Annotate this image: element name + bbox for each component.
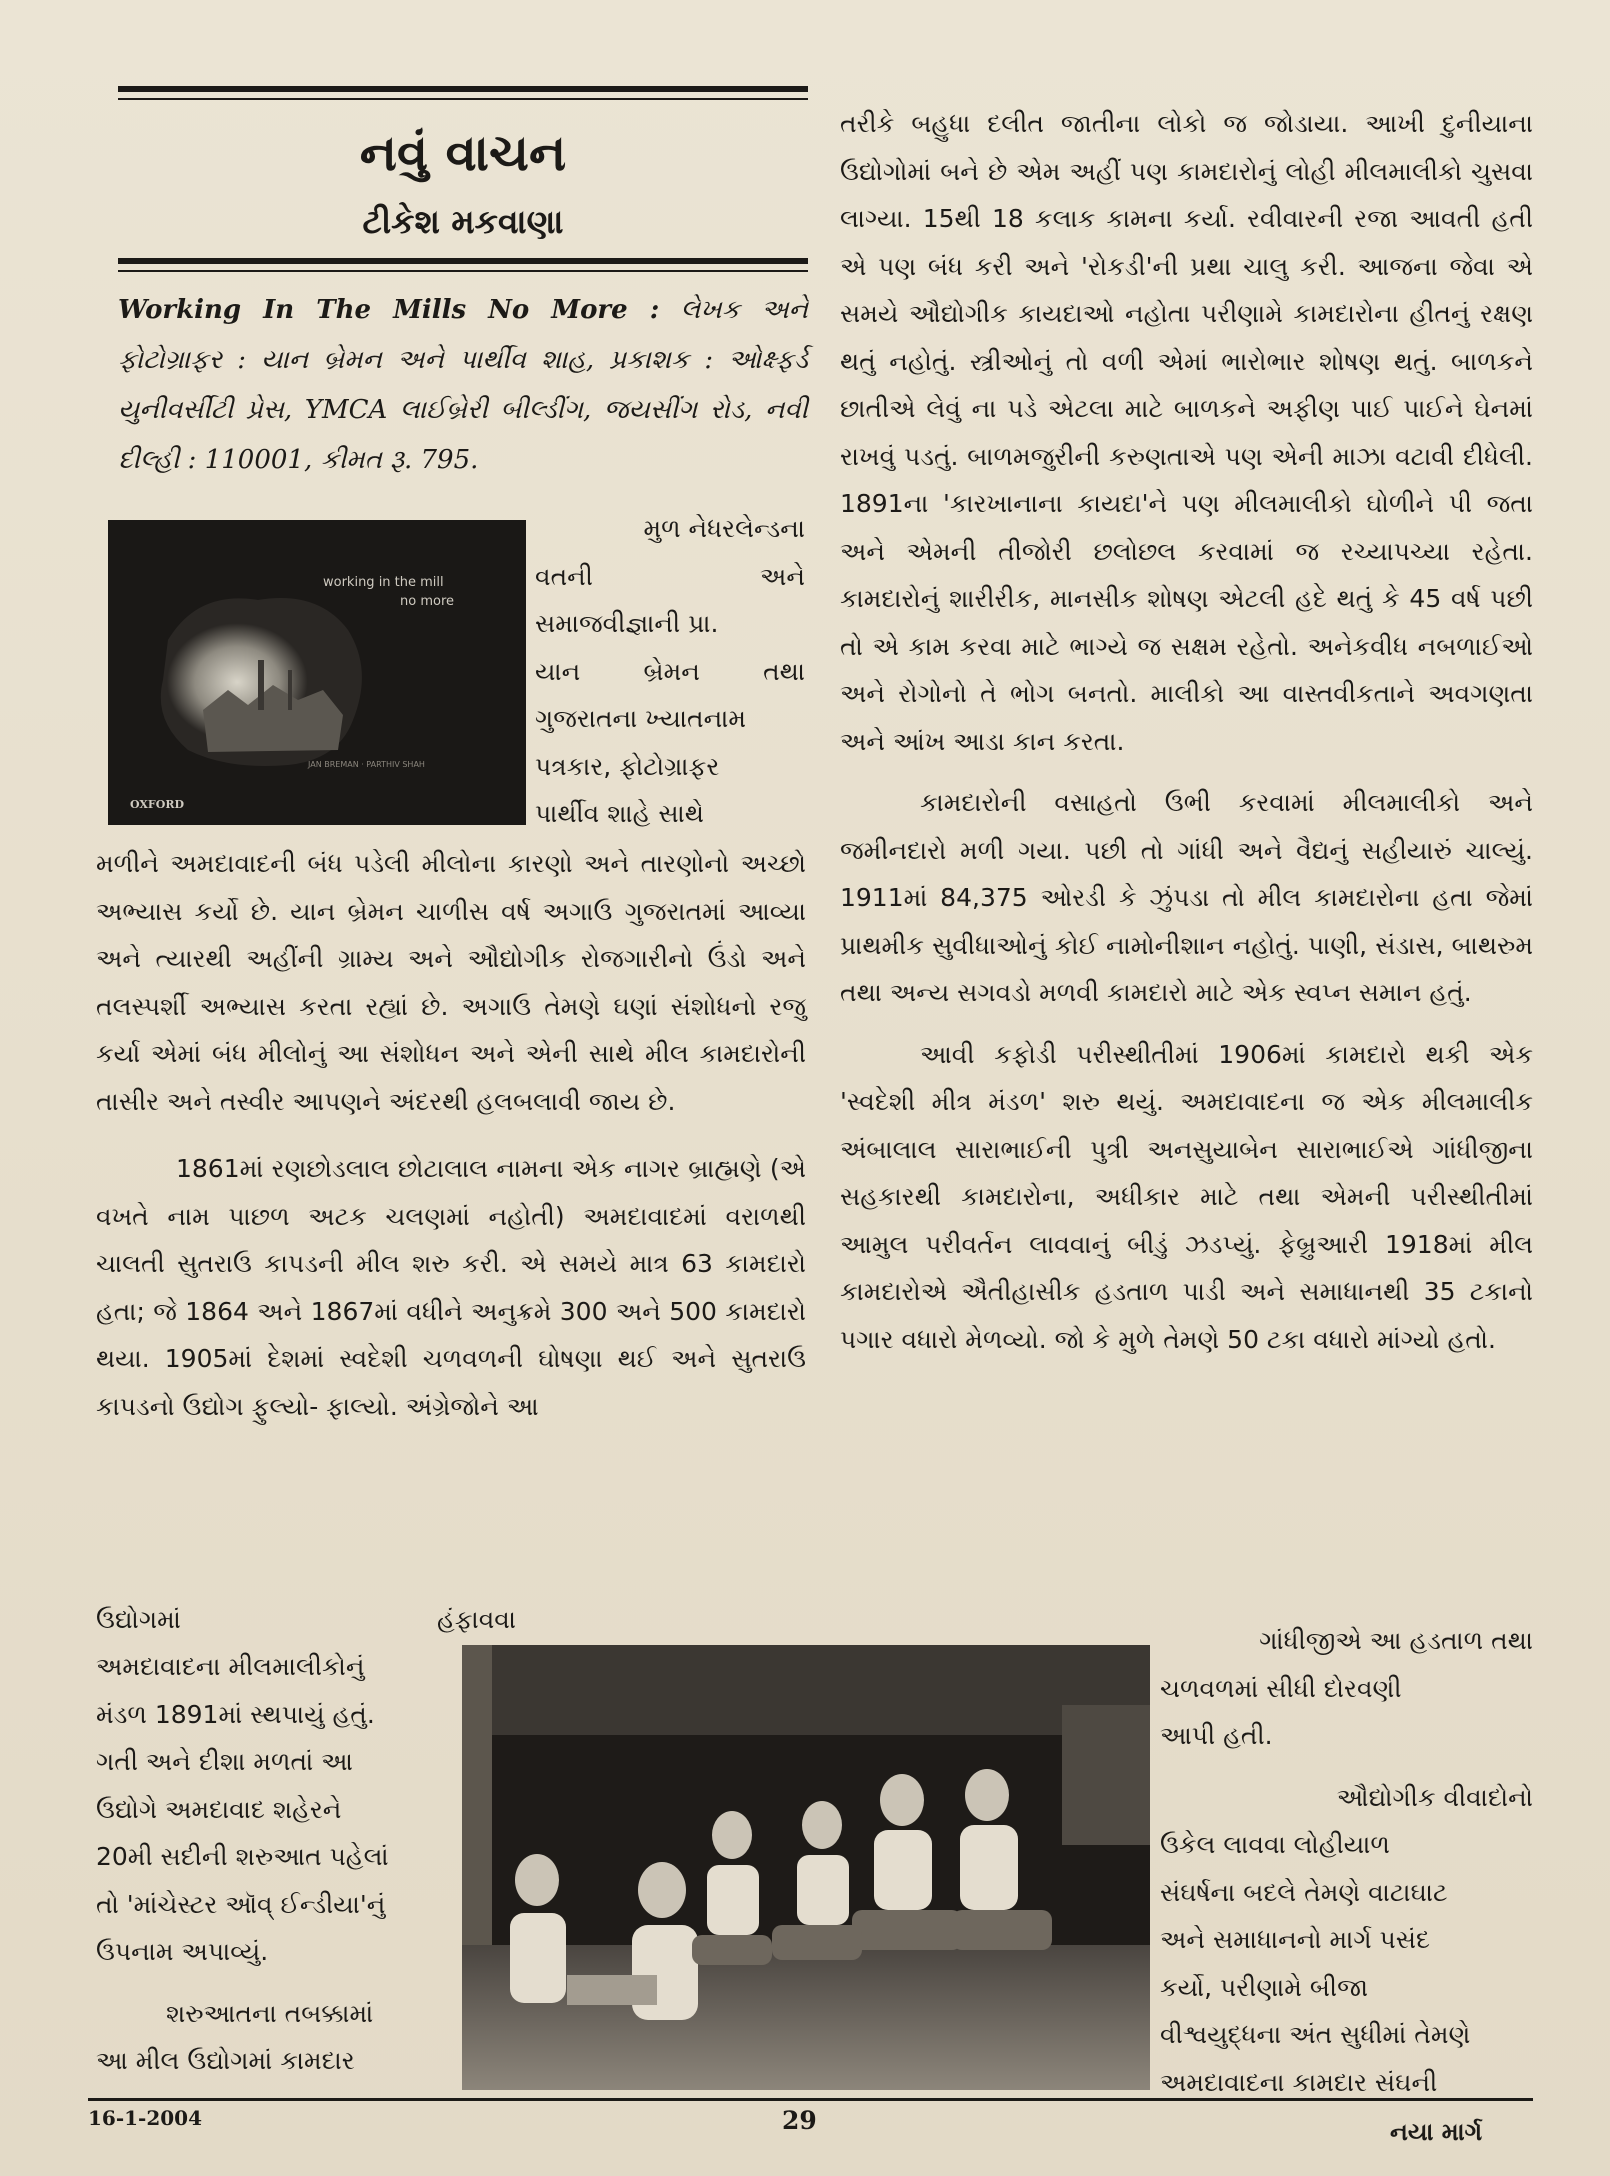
wrap-line: પત્રકાર, ફોટોગ્રાફર: [535, 751, 720, 781]
wrap-line: ઉકેલ લાવવા લોહીયાળ: [1160, 1830, 1390, 1859]
book-cover-image: [108, 520, 526, 825]
wrap-line: ગતી અને દીશા મળતાં આ: [96, 1747, 353, 1776]
wrap-line: ઔદ્યોગીક વીવાદોનો: [1336, 1782, 1533, 1812]
wrap-line: શરુઆતના તબક્કામાં: [166, 1998, 374, 2028]
right-photo-wrap-text: [1160, 1617, 1533, 2106]
wrap-line: ગાંધીજીએ આ હડતાળ તથા: [1259, 1626, 1533, 1655]
wrap-line: કર્યો, પરીણામે બીજા: [1160, 1972, 1368, 2002]
wrap-line: ઉપનામ અપાવ્યું.: [96, 1937, 269, 1966]
book-details: લેખક અને ફોટોગ્રાફર : યાન બ્રેમન અને પાર્થીવ શાહ, પ્રકાશક : ઓક્ષ્ફર્ડ યુનીવર્સીટી પ્રેસ, YMCA લાઈબ્રેરી બીલ્ડીંગ, જયસીંગ રોડ, નવી દીલ્હી : 110001, કીમત રૂ. 795.: [118, 295, 808, 475]
cover-publisher: OXFORD: [130, 798, 184, 811]
header-top-rule-thick: [118, 86, 808, 92]
author-name: ટીકેશ મકવાણા: [362, 202, 564, 241]
wrap-line: અને સમાધાનનો માર્ગ પસંદ: [1160, 1925, 1430, 1954]
cover-wrap-text: [535, 505, 805, 838]
header-top-rule-thin: [118, 98, 808, 100]
right-column-body: [840, 100, 1533, 1377]
wrap-line: અમદાવાદના મીલમાલીકોનું: [96, 1652, 365, 1681]
cover-title-line1: working in the mill: [323, 575, 444, 590]
wrap-line: તો 'માંચેસ્ટર ઑવ્ ઈન્ડીયા'નું: [96, 1889, 386, 1919]
footer-rule: [88, 2098, 1533, 2101]
wrap-line: મંડળ 1891માં સ્થપાયું હતું.: [96, 1699, 375, 1729]
wrap-line: 20મી સદીની શરુઆત પહેલાં: [96, 1842, 389, 1871]
page-number: 29: [782, 2106, 817, 2135]
book-info: [118, 285, 808, 485]
wrap-line: આ મીલ ઉદ્યોગમાં કામદાર: [96, 2046, 355, 2075]
wrap-line: પાર્થીવ શાહે સાથે: [535, 799, 704, 828]
paragraph-2: 1861માં રણછોડલાલ છોટાલાલ નામના એક નાગર બ્રાહ્મણે (એ વખતે નામ પાછળ અટક ચલણમાં નહોતી) અમદાવાદમાં વરાળથી ચાલતી સુતરાઉ કાપડની મીલ શરુ કરી. એ સમયે માત્ર 63 કામદારો હતા; જે 1864 અને 1867માં વધીને અનુક્રમે 300 અને 500 કામદારો થયા. 1905માં દેશમાં સ્વદેશી ચળવળની ઘોષણા થઈ અને સુતરાઉ કાપડનો ઉદ્યોગ ફુલ્યો- ફાલ્યો. અંગ્રેજોને આ: [96, 1154, 806, 1421]
paragraph-1-continued: મળીને અમદાવાદની બંધ પડેલી મીલોના કારણો અને તારણોનો અચ્છો અભ્યાસ કર્યો છે. યાન બ્રેમન ચાળીસ વર્ષ અગાઉ ગુજરાતમાં આવ્યા અને ત્યારથી અહીંની ગ્રામ્ય અને ઔદ્યોગીક રોજગારીનો ઉંડો અને તલસ્પર્શી અભ્યાસ કરતા રહ્યાં છે. અગાઉ તેમણે ઘણાં સંશોધનો રજુ કર્યા એમાં બંધ મીલોનું આ સંશોધન અને એની સાથે મીલ કામદારોની તાસીર અને તસ્વીર આપણને અંદરથી હલબલાવી જાય છે.: [96, 849, 806, 1116]
paragraph-4: કામદારોની વસાહતો ઉભી કરવામાં મીલમાલીકો અને જમીનદારો મળી ગયા. પછી તો ગાંધી અને વૈદ્યનું સહીયારું ચાલ્યું. 1911માં 84,375 ઓરડી કે ઝુંપડા તો મીલ કામદારોના હતા જેમાં પ્રાથમીક સુવીધાઓનું કોઈ નામોનીશાન નહોતું. પાણી, સંડાસ, બાથરુમ તથા અન્ય સગવડો મળવી કામદારો માટે એક સ્વપ્ન સમાન હતું.: [840, 788, 1533, 1007]
left-short-line: [96, 1596, 516, 1644]
mill-workers-photo: [462, 1645, 1150, 2090]
wrap-line: અમદાવાદના કામદાર સંઘની: [1160, 2067, 1438, 2097]
wrap-line: વતની અને: [535, 561, 805, 591]
wrap-line: ઉદ્યોગે અમદાવાદ શહેરને: [96, 1794, 342, 1824]
wrap-line: ગુજરાતના ખ્યાતનામ: [535, 704, 746, 733]
section-title: નવું વાચન: [359, 124, 567, 182]
wrap-line: સમાજવીજ્ઞાની પ્રા.: [535, 609, 719, 638]
wrap-line: વીશ્વયુદ્ધના અંત સુધીમાં તેમણે: [1160, 2020, 1471, 2049]
wrap-line: આપી હતી.: [1160, 1721, 1273, 1750]
cover-authors: JAN BREMAN · PARTHIV SHAH: [308, 760, 425, 769]
paragraph-2-end: ઉદ્યોગમાં હંફાવવા: [96, 1605, 516, 1634]
wrap-line: મુળ નેધરલેન્ડના: [643, 514, 805, 543]
left-photo-wrap-text: [96, 1643, 456, 2085]
header-bottom-rule-thin: [118, 270, 808, 272]
left-column-body: [96, 840, 806, 1444]
book-cover-illustration: [108, 520, 526, 825]
magazine-name: નયા માર્ગ: [1390, 2118, 1483, 2146]
cover-title-line2: no more: [400, 594, 454, 609]
paragraph-3: તરીકે બહુધા દલીત જાતીના લોકો જ જોડાયા. આખી દુનીયાના ઉદ્યોગોમાં બને છે એમ અહીં પણ કામદારોનું લોહી મીલમાલીકો ચુસવા લાગ્યા. 15થી 18 કલાક કામના કર્યા. રવીવારની રજા આવતી હતી એ પણ બંધ કરી અને 'રોકડી'ની પ્રથા ચાલુ કરી. આજના જેવા એ સમયે ઔદ્યોગીક કાયદાઓ નહોતા પરીણામે કામદારોના હીતનું રક્ષણ થતું નહોતું. સ્ત્રીઓનું તો વળી એમાં ભારોભાર શોષણ થતું. બાળકને છાતીએ લેવું ના પડે એટલા માટે બાળકને અફીણ પાઈ પાઈને ઘેનમાં રાખવું પડતું. બાળમજુરીની કરુણતાએ પણ એની માઝા વટાવી દીધેલી. 1891ના 'કારખાનાના કાયદા'ને પણ મીલમાલીકો ઘોળીને પી જતા અને એમની તીજોરી છલોછલ કરવામાં જ રચ્યાપચ્યા રહેતા. કામદારોનું શારીરીક, માનસીક શોષણ એટલી હદે થતું કે 45 વર્ષ પછી તો એ કામ કરવા માટે ભાગ્યે જ સક્ષમ રહેતો. અનેકવીધ નબળાઈઓ અને રોગોનો તે ભોગ બનતો. માલીકો આ વાસ્તવીકતાને અવગણતા અને આંખ આડા કાન કરતા.: [840, 109, 1533, 756]
wrap-line: સંઘર્ષના બદલે તેમણે વાટાઘાટ: [1160, 1877, 1448, 1907]
paragraph-5: આવી કફોડી પરીસ્થીતીમાં 1906માં કામદારો થકી એક 'સ્વદેશી મીત્ર મંડળ' શરુ થયું. અમદાવાદના જ એક મીલમાલીક અંબાલાલ સારાભાઈની પુત્રી અનસુયાબેન સારાભાઈએ ગાંધીજીના સહકારથી કામદારોના, અધીકાર માટે તથા એમની પરીસ્થીતીમાં આમુલ પરીવર્તન લાવવાનું બીડું ઝડપ્યું. ફેબ્રુઆરી 1918માં મીલ કામદારોએ ઐતીહાસીક હડતાળ પાડી અને સમાધાનથી 35 ટકાનો પગાર વધારો મેળવ્યો. જો કે મુળે તેમણે 50 ટકા વધારો માંગ્યો હતો.: [840, 1039, 1533, 1354]
wrap-line: યાન બ્રેમન તથા: [535, 656, 805, 686]
wrap-line: ચળવળમાં સીધી દોરવણી: [1160, 1673, 1402, 1703]
mill-workers-illustration: [462, 1645, 1150, 2090]
header-bottom-rule-thick: [118, 258, 808, 264]
book-title: Working In The Mills No More :: [118, 295, 660, 325]
issue-date: 16-1-2004: [88, 2106, 203, 2130]
